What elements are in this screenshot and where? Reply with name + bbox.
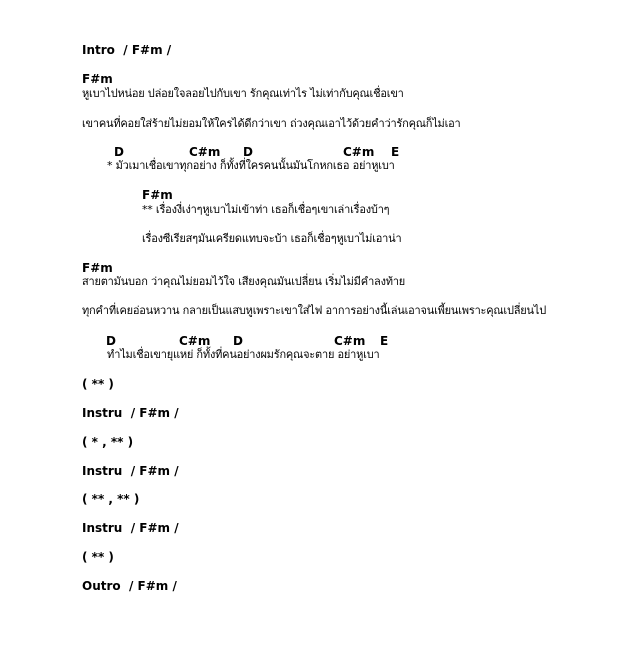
verse1-chord: F#m [82,72,113,86]
verse1-lyric-1: หูเบาไปหน่อย ปล่อยใจลอยไปกับเขา รักคุณเท่าไร ไม่เท่ากับคุณเชื่อเขา [82,87,404,100]
verse2-lyric-1: สายตามันบอก ว่าคุณไม่ยอมไว้ใจ เสียงคุณมันเปลี่ยน เริ่มไม่มีคำลงท้าย [82,275,406,288]
chord-csharp-m: C#m [334,334,366,348]
structure-repeat-hook: ( ** ) [82,377,114,391]
chord-csharp-m: C#m [179,334,211,348]
outro-line: Outro / F#m / [82,579,177,593]
hook-chord: F#m [142,188,173,202]
verse2-lyric-2: ทุกคำที่เคยอ่อนหวาน กลายเป็นแสบหูเพราะเขาใส่ไฟ อาการอย่างนี้เล่นเอาจนเพี้ยนเพราะคุณเปลี่ยนไป [82,304,546,317]
chord-csharp-m: C#m [343,145,375,159]
chorus2-lyric: ทำไมเชื่อเขายุแหย่ ก็ทั้งที่คนอย่างผมรักคุณจะตาย อย่าหูเบา [107,348,380,361]
verse1-lyric-2: เขาคนที่คอยใส่ร้ายไม่ยอมให้ใครได้ดีกว่าเขา ถ่วงคุณเอาไว้ด้วยคำว่ารักคุณก็ไม่เอา [82,117,461,130]
structure-repeat-hook-final: ( ** ) [82,550,114,564]
chord-d: D [233,334,243,348]
structure-repeat-hook-twice: ( ** , ** ) [82,492,140,506]
verse2-chord: F#m [82,261,113,275]
chord-d: D [243,145,253,159]
structure-instru-2: Instru / F#m / [82,464,179,478]
hook-lyric-2: เรื่องซีเรียสๆมันเครียดแทบจะบ้า เธอก็เชื่อๆหูเบาไม่เอาน่า [142,232,402,245]
chord-csharp-m: C#m [189,145,221,159]
chord-d: D [114,145,124,159]
chord-e: E [380,334,389,348]
structure-instru-3: Instru / F#m / [82,521,179,535]
structure-repeat-chorus-hook: ( * , ** ) [82,435,134,449]
chord-e: E [391,145,400,159]
chord-d: D [106,334,116,348]
intro-line: Intro / F#m / [82,43,172,57]
structure-instru-1: Instru / F#m / [82,406,179,420]
chorus1-lyric: * มัวเมาเชื่อเขาทุกอย่าง ก็ทั้งที่ใครคนนั้นมันโกหกเธอ อย่าหูเบา [107,159,395,172]
hook-lyric-1: ** เรื่องงี่เง่าๆหูเบาไม่เข้าท่า เธอก็เชื่อๆเขาเล่าเรื่องบ้าๆ [142,203,390,216]
